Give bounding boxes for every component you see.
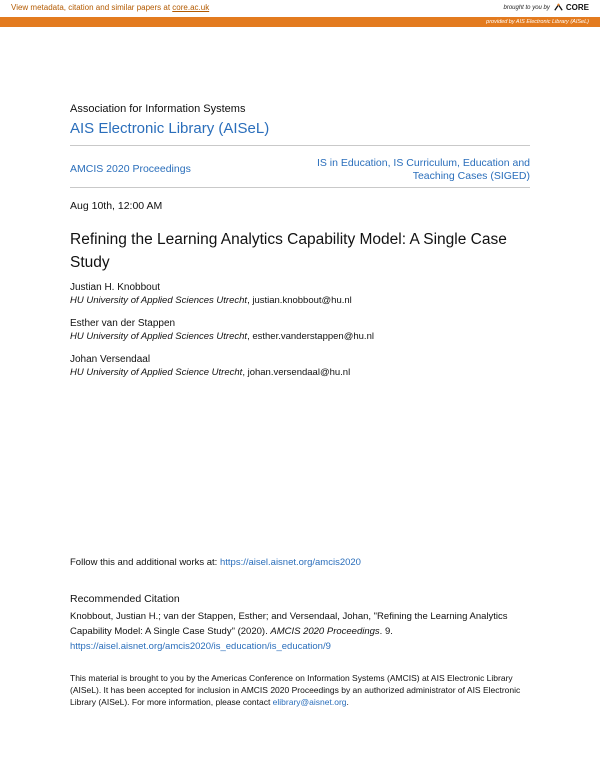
proceedings-link[interactable]: AMCIS 2020 Proceedings (70, 163, 191, 175)
core-logo[interactable] (553, 2, 589, 13)
citation-heading: Recommended Citation (70, 593, 180, 605)
core-banner (0, 0, 600, 17)
provided-by-text: provided by AIS Electronic Library (AISeL) (486, 19, 589, 25)
author-name: Justian H. Knobbout (70, 282, 161, 293)
author-name: Esther van der Stappen (70, 318, 176, 329)
association-name: Association for Information Systems (70, 103, 246, 115)
follow-text: Follow this and additional works at: (70, 557, 220, 568)
author-affiliation-line (70, 331, 374, 342)
notice-text: This material is brought to you by the Americas Conference on Information Systems (AMCIS) at AIS Electronic Library (AISeL). It has been accepted for inclusion in AMCIS 2020 Proceedings by an authorized administrator of AIS Electronic Library (AISeL). For more information, please contact (70, 673, 521, 707)
author-block (70, 282, 352, 306)
author-name: Johan Versendaal (70, 354, 151, 365)
author-affiliation: HU University of Applied Sciences Utrecht (70, 331, 248, 342)
author-affiliation: HU University of Applied Sciences Utrecht (70, 295, 248, 306)
citation-journal: AMCIS 2020 Proceedings (270, 626, 380, 637)
citation-url[interactable]: https://aisel.aisnet.org/amcis2020/is_education/is_education/9 (70, 641, 331, 652)
library-link[interactable]: AIS Electronic Library (AISeL) (70, 120, 270, 137)
track-link[interactable] (290, 157, 530, 183)
session-date: Aug 10th, 12:00 AM (70, 200, 163, 212)
contact-email-link[interactable]: elibrary@aisnet.org (272, 697, 347, 707)
divider-bottom (70, 187, 530, 188)
citation-suffix: . 9. (379, 626, 393, 637)
citation-body (70, 609, 530, 654)
brought-by-core (504, 2, 590, 13)
core-logo-icon (553, 2, 564, 13)
paper-title: Refining the Learning Analytics Capability Model: A Single Case Study (70, 231, 507, 271)
author-affiliation: HU University of Applied Science Utrecht (70, 367, 243, 378)
follow-link[interactable]: https://aisel.aisnet.org/amcis2020 (219, 557, 361, 568)
author-email: , esther.vanderstappen@hu.nl (247, 331, 374, 342)
author-block (70, 318, 374, 342)
divider-top (70, 145, 530, 146)
track-line-1: IS in Education, IS Curriculum, Education and (316, 157, 530, 169)
track-line-2: Teaching Cases (SIGED) (412, 170, 530, 182)
brought-by-text: brought to you by (503, 4, 550, 11)
author-email: , justian.knobbout@hu.nl (247, 295, 352, 306)
citation-text: Knobbout, Justian H.; van der Stappen, Esther; and Versendaal, Johan, "Refining the Learning Analytics Capability Model: A Single Case Study" (2020). (70, 611, 508, 637)
notice-end: . (346, 697, 349, 707)
author-affiliation-line (70, 295, 352, 306)
core-metadata-text: View metadata, citation and similar papers at (11, 3, 171, 12)
author-email: , johan.versendaal@hu.nl (242, 367, 351, 378)
follow-line (70, 557, 361, 568)
author-block (70, 354, 350, 378)
core-metadata-notice (11, 3, 209, 12)
core-link[interactable]: core.ac.uk (172, 3, 210, 12)
core-provider-bar (0, 17, 600, 27)
author-affiliation-line (70, 367, 350, 378)
copyright-notice (70, 672, 530, 708)
core-logo-text: CORE (565, 3, 589, 12)
